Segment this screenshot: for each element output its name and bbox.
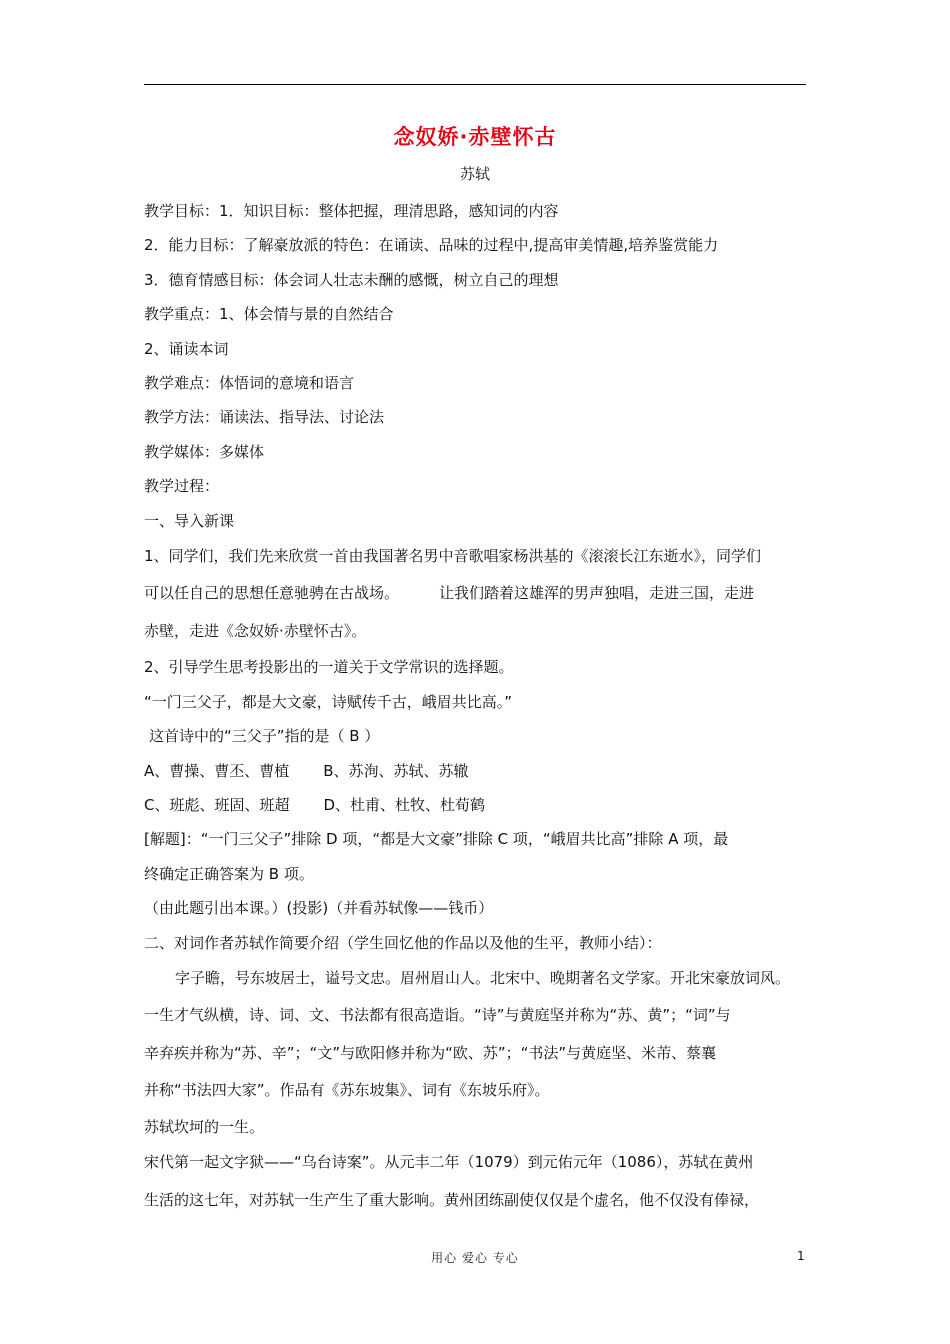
option-d: D、杜甫、杜牧、杜荀鹤 [323, 795, 486, 814]
header-rule [144, 84, 806, 85]
text-line: 一、导入新课 [144, 511, 235, 530]
text-line [144, 754, 808, 788]
text-segment: 让我们踏着这雄浑的男声独唱，走进三国，走进 [439, 584, 755, 603]
text-line: 教学目标：1．知识目标：整体把握，理清思路，感知词的内容 [144, 202, 559, 220]
text-line: 辛弃疾并称为“苏、辛”；“文”与欧阳修并称为“欧、苏”；“书法”与黄庭坚、米芾、蔡襄 [144, 1043, 717, 1062]
text-line: 并称“书法四大家”。作品有《苏东坡集》、词有《东坡乐府》。 [144, 1081, 550, 1100]
text-line: 教学难点：体悟词的意境和语言 [144, 373, 355, 392]
text-segment: 可以任自己的思想任意驰骋在古战场。 [144, 584, 400, 603]
text-line: [解题]：“一门三父子”排除 D 项，“都是大文豪”排除 C 项，“峨眉共比高”排除 A 项，最 [144, 830, 729, 849]
text-line [144, 575, 808, 613]
text-line: 字子瞻，号东坡居士，谥号文忠。眉州眉山人。北宋中、晚期著名文学家。开北宋豪放词风。 [175, 968, 791, 987]
text-line: 1、同学们，我们先来欣赏一首由我国著名男中音歌唱家杨洪基的《滚滚长江东逝水》，同学们 [144, 546, 762, 565]
text-line [144, 788, 808, 822]
text-line: 赤壁，走进《念奴娇·赤壁怀古》。 [144, 621, 367, 640]
text-line: 2、引导学生思考投影出的一道关于文学常识的选择题。 [144, 658, 514, 677]
text-line: 教学方法：诵读法、指导法、讨论法 [144, 408, 385, 427]
option-c: C、班彪、班固、班超 [144, 795, 290, 814]
text-line: 3．德育情感目标：体会词人壮志未酬的感慨，树立自己的理想 [144, 270, 559, 289]
text-line: 生活的这七年，对苏轼一生产生了重大影响。黄州团练副使仅仅是个虚名，他不仅没有俸禄， [144, 1190, 760, 1209]
text-line: “一门三父子，都是大文豪，诗赋传千古，峨眉共比高。” [144, 692, 513, 711]
text-line: （由此题引出本课。）(投影)（并看苏轼像——钱币） [144, 899, 494, 918]
text-line: 宋代第一起文字狱——“乌台诗案”。从元丰二年（1079）到元佑元年（1086），苏轼在黄州 [144, 1153, 754, 1172]
text-line: 终确定正确答案为 B 项。 [144, 864, 314, 883]
text-line: 苏轼坎坷的一生。 [144, 1117, 265, 1136]
document-title: 念奴娇·赤壁怀古 [393, 125, 557, 149]
text-line: 教学重点：1、体会情与景的自然结合 [144, 305, 394, 324]
page-footer: 用心 爱心 专心 [431, 1251, 519, 1265]
text-line: 2、诵读本词 [144, 339, 229, 358]
document-body [144, 194, 808, 1219]
text-line: 教学媒体：多媒体 [144, 442, 265, 461]
option-b: B、苏洵、苏轼、苏辙 [323, 761, 469, 780]
author-name: 苏轼 [459, 165, 490, 183]
text-line: 一生才气纵横，诗、词、文、书法都有很高造诣。“诗”与黄庭坚并称为“苏、黄”；“词”与 [144, 1006, 731, 1025]
text-line: 教学过程： [144, 477, 220, 496]
text-line: 这首诗中的“三父子”指的是（ B ） [149, 727, 380, 746]
page-number: 1 [797, 1249, 805, 1263]
option-a: A、曹操、曹丕、曹植 [144, 761, 290, 780]
text-line: 2．能力目标：了解豪放派的特色：在诵读、品味的过程中,提高审美情趣,培养鉴赏能力 [144, 236, 719, 255]
text-line: 二、对词作者苏轼作简要介绍（学生回忆他的作品以及他的生平，教师小结）： [144, 933, 662, 952]
